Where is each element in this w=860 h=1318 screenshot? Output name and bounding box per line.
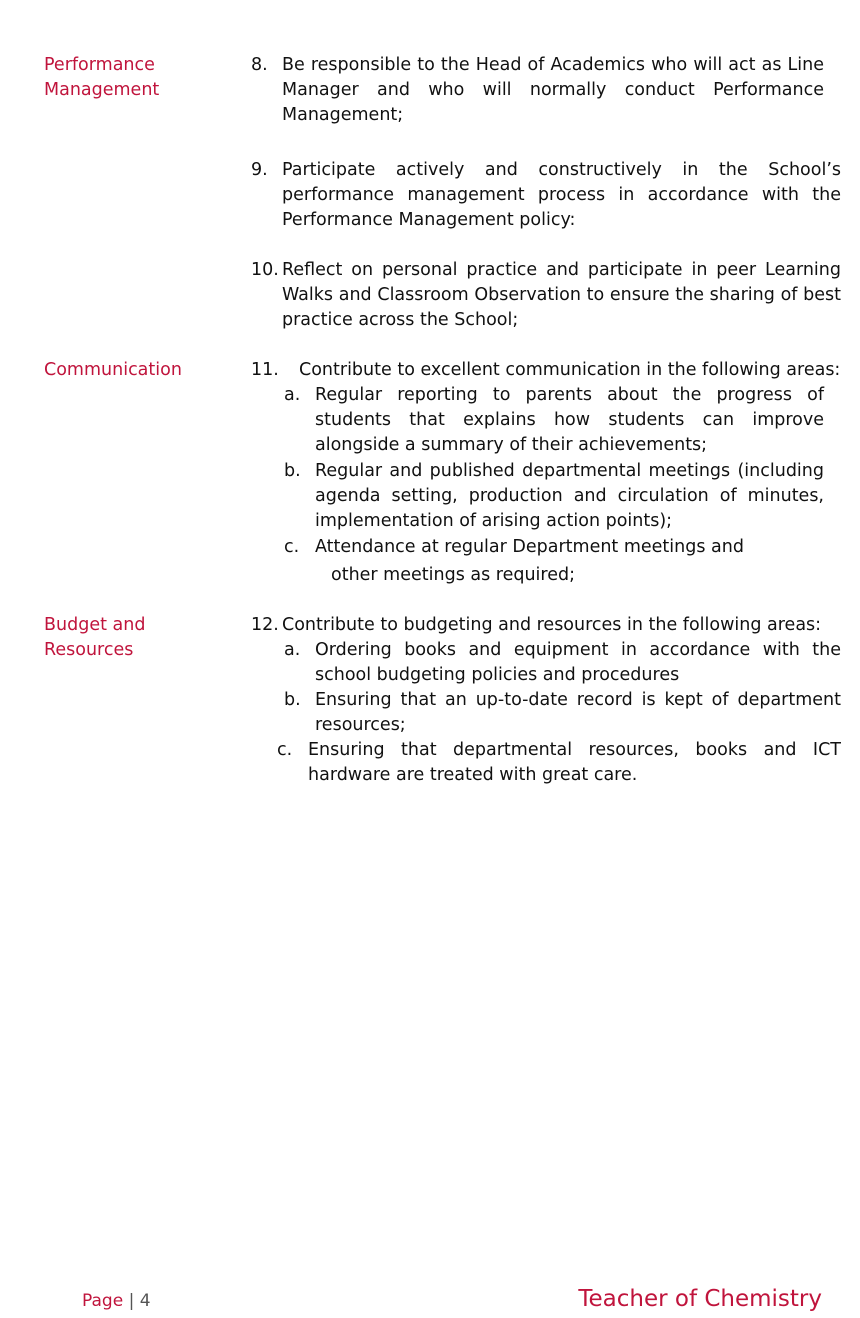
page-label: Page bbox=[82, 1291, 124, 1311]
list-item-text: Be responsible to the Head of Academics who will act as Line Manager and who will normally conduct Performance Management; bbox=[282, 55, 824, 125]
heading-performance-management: Performance Management bbox=[44, 55, 160, 100]
sub-item-12c bbox=[277, 738, 841, 788]
list-item-text: Participate actively and constructively in the School’s performance management process in accordance with the Performance Management policy: bbox=[282, 160, 841, 230]
document-title: Teacher of Chemistry bbox=[578, 1286, 822, 1312]
list-number: 10. bbox=[251, 260, 279, 280]
sub-item-letter: b. bbox=[284, 461, 301, 481]
sub-item-text: Attendance at regular Department meetings and bbox=[315, 537, 744, 557]
list-item-11 bbox=[251, 358, 841, 383]
list-number: 11. bbox=[251, 360, 279, 380]
sub-item-12a bbox=[284, 638, 841, 688]
sub-item-text: Ensuring that departmental resources, books and ICT hardware are treated with great care. bbox=[308, 740, 841, 785]
page-separator: | bbox=[128, 1291, 135, 1311]
sub-item-text: Regular and published departmental meetings (including agenda setting, production and circulation of minutes, implementation of arising action points); bbox=[315, 461, 824, 531]
list-item-text: Reflect on personal practice and participate in peer Learning Walks and Classroom Observation to ensure the sharing of best practice across the School; bbox=[282, 260, 841, 330]
page-indicator bbox=[82, 1289, 151, 1313]
sub-item-12b bbox=[284, 688, 841, 738]
heading-communication: Communication bbox=[44, 360, 182, 380]
sub-item-text: Regular reporting to parents about the progress of students that explains how students can improve alongside a summary of their achievements; bbox=[315, 385, 824, 455]
page-number: 4 bbox=[139, 1291, 151, 1311]
sub-item-letter: c. bbox=[284, 537, 300, 557]
sub-item-text: Ordering books and equipment in accordance with the school budgeting policies and procedures bbox=[315, 640, 841, 685]
sub-item-letter: a. bbox=[284, 640, 301, 660]
sub-item-11c bbox=[284, 535, 824, 560]
sub-item-letter: b. bbox=[284, 690, 301, 710]
list-number: 12. bbox=[251, 615, 279, 635]
sub-item-11c-continued: other meetings as required; bbox=[331, 565, 575, 585]
sub-item-11a bbox=[284, 383, 824, 458]
sub-item-11b bbox=[284, 459, 824, 534]
list-item-text: Contribute to budgeting and resources in the following areas: bbox=[282, 615, 822, 635]
heading-budget-and-resources: Budget and Resources bbox=[44, 615, 146, 660]
list-item-8 bbox=[251, 53, 824, 128]
list-item-text: Contribute to excellent communication in the following areas: bbox=[299, 360, 841, 380]
sub-item-text: Ensuring that an up-to-date record is kept of department resources; bbox=[315, 690, 841, 735]
sub-item-letter: c. bbox=[277, 740, 293, 760]
list-number: 8. bbox=[251, 55, 268, 75]
sub-item-letter: a. bbox=[284, 385, 301, 405]
list-item-12 bbox=[251, 613, 841, 638]
list-item-9 bbox=[251, 158, 841, 233]
list-item-10 bbox=[251, 258, 841, 333]
list-number: 9. bbox=[251, 160, 268, 180]
